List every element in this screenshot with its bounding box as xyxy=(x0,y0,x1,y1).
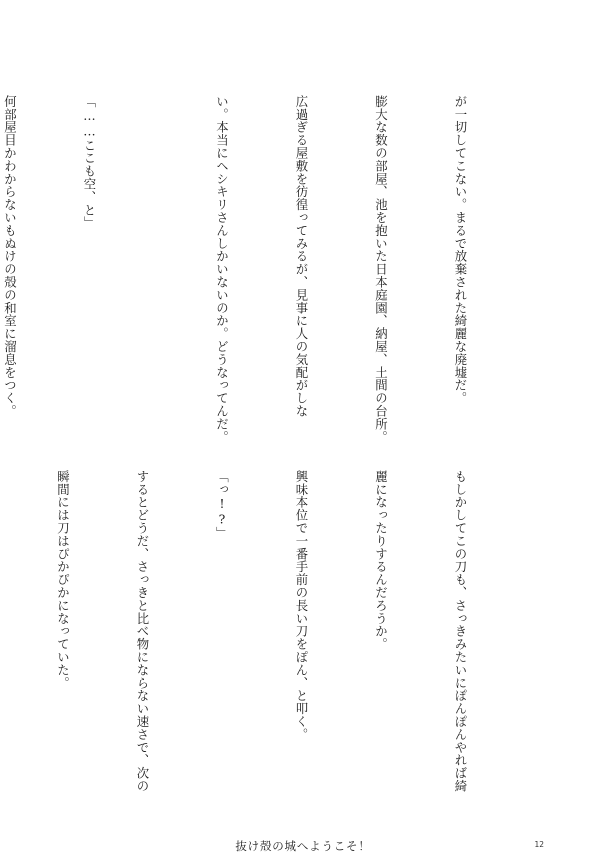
text-line: 「……ここも空、と」 xyxy=(82,95,97,230)
text-line: 何部屋目かわからないもぬけの殻の和室に溜息をつく。 xyxy=(2,95,18,418)
text-line: 麗になったりするんだろうか。 xyxy=(373,470,389,651)
text-line: 「っ!?」 xyxy=(214,470,230,540)
text-line: 瞬間には刀はぴかぴかになっていた。 xyxy=(55,470,71,690)
text-line: い。本当にヘシキリさんしかいないのか。どうなってんだ。 xyxy=(214,95,230,444)
text-line: が一切してこない。まるで放棄された綺麗な廃墟だ。 xyxy=(453,95,468,405)
text-line: もしかしてこの刀も、さっきみたいにぽんぽんやれば綺 xyxy=(453,470,468,793)
text-line: 興味本位で一番手前の長い刀をぽん、と叩く。 xyxy=(294,470,309,741)
text-line: 膨大な数の部屋、池を抱いた日本庭園、納屋、土間の台所。 xyxy=(373,95,389,444)
page-number: 12 xyxy=(534,840,544,849)
text-block-top xyxy=(2,95,526,444)
text-block-bottom xyxy=(55,470,526,800)
text-line: 広過ぎる屋敷を彷徨ってみるが、見事に人の気配がしな xyxy=(294,95,309,418)
text-line: するとどうだ、さっきと比べ物にならない速さで、次の xyxy=(135,470,150,793)
footer-title: 抜け殻の城へようこそ！ xyxy=(235,839,371,853)
